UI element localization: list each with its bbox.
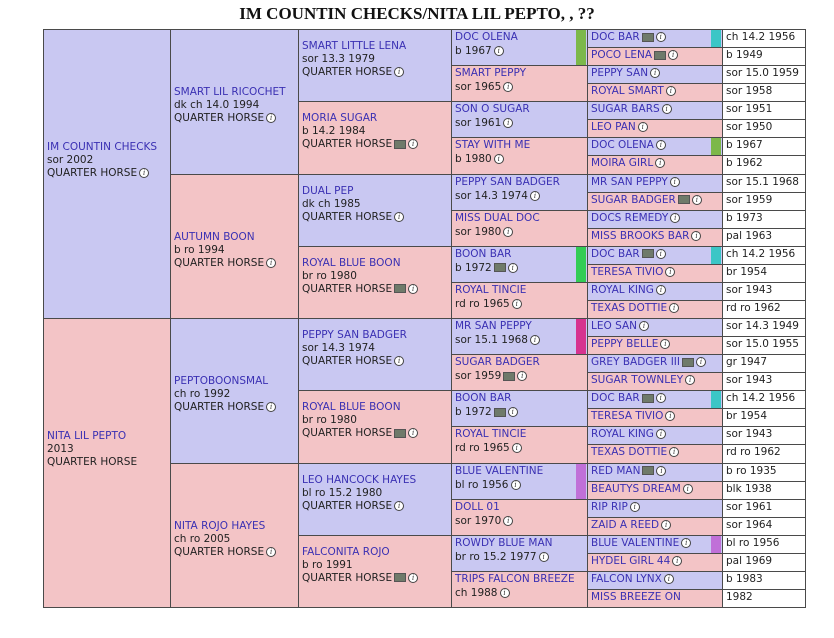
photo-icon[interactable] — [494, 263, 506, 272]
horse-breed: QUARTER HORSE i — [47, 167, 167, 180]
photo-icon[interactable] — [642, 466, 654, 475]
gen5-cell[interactable] — [587, 47, 723, 66]
gen5-info: b 1983 — [722, 571, 806, 590]
info-icon[interactable]: i — [656, 32, 666, 42]
gen5-cell[interactable] — [587, 426, 723, 445]
photo-icon[interactable] — [494, 408, 506, 417]
gen4-cell[interactable] — [451, 463, 588, 500]
horse-details: sor 1970 i — [455, 515, 584, 528]
horse-breed: QUARTER HORSE i — [174, 112, 295, 125]
gen5-cell[interactable] — [587, 553, 723, 572]
horse-name[interactable]: PEPPY SAN BADGER — [302, 329, 407, 341]
gen4-cell[interactable] — [451, 282, 588, 319]
horse-name[interactable]: LEO HANCOCK HAYES — [302, 473, 417, 486]
gen5-cell[interactable] — [587, 65, 723, 84]
horse-name[interactable]: MISS BROOKS BAR i — [591, 229, 719, 244]
info-icon[interactable]: i — [656, 393, 666, 403]
gen5-info: sor 1943 — [722, 426, 806, 445]
gen3-cell[interactable] — [298, 390, 452, 463]
horse-details: rd ro 1965 i — [455, 442, 584, 455]
horse-name[interactable]: FALCON LYNX i — [591, 572, 719, 587]
gen4-cell[interactable] — [451, 174, 588, 211]
gen5-cell[interactable] — [587, 481, 723, 500]
horse-details: dk ch 14.0 1994 — [174, 99, 260, 112]
horse-name[interactable]: TEXAS DOTTIE i — [591, 301, 719, 316]
horse-name[interactable]: LEO PAN i — [591, 120, 719, 135]
gen5-info: b 1973 — [722, 210, 806, 229]
horse-name[interactable]: BOON BAR — [455, 392, 512, 405]
horse-name[interactable]: ROYAL SMART i — [591, 84, 719, 99]
horse-name[interactable]: BEAUTYS DREAM i — [591, 482, 719, 497]
horse-name[interactable]: SUGAR BADGER i — [591, 193, 719, 208]
gen5-cell[interactable] — [587, 336, 723, 355]
gen5-cell[interactable] — [587, 246, 723, 265]
gen5-info: pal 1969 — [722, 553, 806, 572]
horse-details: 2013 — [47, 442, 74, 455]
horse-name[interactable]: DOC OLENA — [455, 31, 518, 43]
info-icon[interactable]: i — [394, 501, 404, 511]
info-icon[interactable]: i — [408, 428, 418, 438]
gen5-cell[interactable] — [587, 282, 723, 301]
horse-name[interactable]: BLUE VALENTINE — [455, 464, 544, 477]
info-icon[interactable]: i — [664, 574, 674, 584]
horse-name[interactable]: RIP RIP i — [591, 500, 719, 515]
gen4-cell[interactable] — [451, 29, 588, 66]
info-icon[interactable]: i — [512, 299, 522, 309]
horse-details: b ro 1991 — [302, 558, 353, 571]
horse-name[interactable]: RED MAN i — [591, 464, 719, 479]
gen4-cell[interactable] — [451, 499, 588, 536]
gen5-cell[interactable] — [587, 589, 723, 608]
horse-name[interactable]: BOON BAR — [455, 247, 512, 260]
gen4-cell[interactable] — [451, 390, 588, 427]
horse-details: rd ro 1965 i — [455, 298, 584, 311]
photo-icon[interactable] — [503, 372, 515, 381]
gen5-info: sor 15.0 1959 — [722, 65, 806, 84]
info-icon[interactable]: i — [530, 335, 540, 345]
info-icon[interactable]: i — [683, 484, 693, 494]
horse-name[interactable]: LEO SAN i — [591, 319, 719, 334]
horse-name[interactable]: ZAID A REED i — [591, 518, 719, 533]
horse-details: b 1972 i — [455, 406, 584, 419]
horse-name[interactable]: PEPPY BELLE i — [591, 337, 719, 352]
gen5-info: sor 15.0 1955 — [722, 336, 806, 355]
horse-name[interactable]: DOC BAR i — [591, 247, 719, 262]
horse-breed: QUARTER HORSE i — [174, 546, 295, 559]
horse-name[interactable]: ROYAL BLUE BOON — [302, 256, 401, 269]
gen5-cell[interactable] — [587, 535, 723, 554]
horse-details: sor 13.3 1979 — [302, 53, 375, 65]
horse-breed: QUARTER HORSE i — [302, 66, 448, 79]
info-icon[interactable]: i — [656, 429, 666, 439]
inbreeding-marker — [711, 247, 721, 264]
photo-icon[interactable] — [642, 249, 654, 258]
horse-details: sor 14.3 1974 — [302, 342, 375, 354]
gen4-cell[interactable] — [451, 318, 588, 355]
gen4-cell[interactable] — [451, 101, 588, 138]
horse-name[interactable]: MR SAN PEPPY i — [591, 175, 719, 190]
info-icon[interactable]: i — [655, 158, 665, 168]
info-icon[interactable]: i — [494, 46, 504, 56]
gen5-cell[interactable] — [587, 192, 723, 211]
info-icon[interactable]: i — [691, 231, 701, 241]
info-icon[interactable]: i — [500, 588, 510, 598]
gen4-cell[interactable] — [451, 354, 588, 391]
info-icon[interactable]: i — [503, 227, 513, 237]
horse-name[interactable]: POCO LENA i — [591, 48, 719, 63]
horse-breed: QUARTER HORSE i — [302, 500, 448, 513]
horse-name[interactable]: TERESA TIVIO i — [591, 409, 719, 424]
photo-icon[interactable] — [394, 573, 406, 582]
gen1-cell[interactable] — [43, 29, 171, 319]
info-icon[interactable]: i — [517, 371, 527, 381]
horse-details: sor 1961 i — [455, 117, 584, 130]
info-icon[interactable]: i — [656, 285, 666, 295]
photo-icon[interactable] — [682, 358, 694, 367]
info-icon[interactable]: i — [656, 466, 666, 476]
gen5-info: b 1962 — [722, 155, 806, 174]
horse-name[interactable]: TEXAS DOTTIE i — [591, 445, 719, 460]
gen3-cell[interactable] — [298, 29, 452, 102]
horse-name[interactable]: MORIA SUGAR — [302, 112, 378, 125]
gen5-info: br 1954 — [722, 264, 806, 283]
photo-icon[interactable] — [394, 429, 406, 438]
info-icon[interactable]: i — [656, 140, 666, 150]
gen3-cell[interactable] — [298, 318, 452, 391]
info-icon[interactable]: i — [266, 258, 276, 268]
photo-icon[interactable] — [642, 33, 654, 42]
horse-name[interactable]: HYDEL GIRL 44 i — [591, 554, 719, 569]
horse-name[interactable]: MOIRA GIRL i — [591, 156, 719, 171]
gen3-cell[interactable] — [298, 246, 452, 319]
gen4-cell[interactable] — [451, 246, 588, 283]
horse-name[interactable]: AUTUMN BOON — [174, 230, 255, 243]
info-icon[interactable]: i — [696, 357, 706, 367]
gen5-cell[interactable] — [587, 137, 723, 156]
horse-details: sor 14.3 1974 i — [455, 190, 584, 203]
gen5-info: sor 1943 — [722, 282, 806, 301]
gen5-cell[interactable] — [587, 517, 723, 536]
gen4-cell[interactable] — [451, 137, 588, 174]
gen5-cell[interactable] — [587, 155, 723, 174]
gen5-info: ch 14.2 1956 — [722, 246, 806, 265]
horse-details: sor 2002 — [47, 153, 94, 166]
gen5-cell[interactable] — [587, 174, 723, 193]
info-icon[interactable]: i — [670, 213, 680, 223]
horse-name[interactable]: DOC BAR i — [591, 391, 719, 406]
horse-name[interactable]: DOCS REMEDY i — [591, 211, 719, 226]
gen3-cell[interactable] — [298, 101, 452, 174]
horse-details: br ro 15.2 1977 i — [455, 551, 584, 564]
gen4-cell[interactable] — [451, 426, 588, 463]
horse-name[interactable]: NITA ROJO HAYES — [174, 519, 266, 532]
info-icon[interactable]: i — [685, 375, 695, 385]
gen5-cell[interactable] — [587, 318, 723, 337]
info-icon[interactable]: i — [660, 339, 670, 349]
horse-name[interactable]: SON O SUGAR — [455, 103, 530, 116]
info-icon[interactable]: i — [511, 480, 521, 490]
horse-details: br ro 1980 — [302, 269, 357, 282]
info-icon[interactable]: i — [692, 195, 702, 205]
horse-details: sor 1959 i — [455, 370, 584, 383]
gen5-info: sor 1958 — [722, 83, 806, 102]
page-title: IM COUNTIN CHECKS/NITA LIL PEPTO, , ?? — [239, 4, 595, 23]
horse-breed: QUARTER HORSE i — [302, 427, 448, 440]
gen5-info: sor 1959 — [722, 192, 806, 211]
horse-name[interactable]: PEPPY SAN BADGER — [455, 175, 560, 188]
info-icon[interactable]: i — [661, 520, 671, 530]
gen1-cell[interactable] — [43, 318, 171, 608]
info-icon[interactable]: i — [494, 154, 504, 164]
gen4-cell[interactable] — [451, 65, 588, 102]
inbreeding-marker — [711, 30, 721, 47]
info-icon[interactable]: i — [656, 249, 666, 259]
gen4-cell[interactable] — [451, 571, 588, 608]
gen5-cell[interactable] — [587, 228, 723, 247]
gen5-info: b 1967 — [722, 137, 806, 156]
horse-details: b 1967 i — [455, 45, 584, 58]
horse-breed: QUARTER HORSE i — [302, 355, 448, 368]
horse-details: dk ch 1985 — [302, 197, 361, 210]
gen5-info: sor 14.3 1949 — [722, 318, 806, 337]
horse-name[interactable]: STAY WITH ME — [455, 139, 531, 152]
gen4-cell[interactable] — [451, 535, 588, 572]
horse-breed: QUARTER HORSE i — [302, 211, 448, 224]
horse-breed: QUARTER HORSE — [47, 455, 138, 468]
gen5-info: ch 14.2 1956 — [722, 29, 806, 48]
info-icon[interactable]: i — [508, 407, 518, 417]
gen5-cell[interactable] — [587, 408, 723, 427]
info-icon[interactable]: i — [668, 50, 678, 60]
horse-details: br ro 1980 — [302, 414, 357, 427]
gen5-cell[interactable] — [587, 83, 723, 102]
gen5-cell[interactable] — [587, 499, 723, 518]
info-icon[interactable]: i — [630, 502, 640, 512]
horse-name[interactable]: SUGAR BADGER — [455, 356, 540, 369]
horse-name[interactable]: SUGAR BARS i — [591, 102, 719, 117]
horse-details: sor 1980 i — [455, 226, 584, 239]
horse-name[interactable]: ROYAL BLUE BOON — [302, 401, 401, 414]
info-icon[interactable]: i — [503, 118, 513, 128]
inbreeding-marker — [711, 536, 721, 553]
photo-icon[interactable] — [678, 195, 690, 204]
horse-name[interactable]: IM COUNTIN CHECKS — [47, 140, 158, 153]
horse-name[interactable]: SMART PEPPY — [455, 67, 527, 80]
gen5-info: rd ro 1962 — [722, 300, 806, 319]
horse-name[interactable]: ROYAL TINCIE — [455, 283, 527, 296]
gen5-info: b 1949 — [722, 47, 806, 66]
gen5-cell[interactable] — [587, 444, 723, 463]
horse-name[interactable]: GREY BADGER III i — [591, 355, 719, 370]
inbreeding-marker — [711, 138, 721, 155]
info-icon[interactable]: i — [681, 538, 691, 548]
horse-details: sor 1965 i — [455, 81, 584, 94]
horse-name[interactable]: TRIPS FALCON BREEZE — [455, 572, 575, 585]
photo-icon[interactable] — [394, 284, 406, 293]
horse-breed: QUARTER HORSE i — [302, 572, 448, 585]
gen5-info: sor 1950 — [722, 119, 806, 138]
horse-name[interactable]: MISS DUAL DOC — [455, 211, 540, 224]
horse-name[interactable]: PEPPY SAN i — [591, 66, 719, 81]
gen5-info: sor 1951 — [722, 101, 806, 120]
horse-breed: QUARTER HORSE i — [302, 138, 448, 151]
horse-details: b 14.2 1984 — [302, 125, 366, 138]
info-icon[interactable]: i — [408, 139, 418, 149]
gen5-info: gr 1947 — [722, 354, 806, 373]
photo-icon[interactable] — [654, 51, 666, 60]
gen5-info: sor 15.1 1968 — [722, 174, 806, 193]
info-icon[interactable]: i — [670, 177, 680, 187]
photo-icon[interactable] — [642, 394, 654, 403]
gen5-cell[interactable] — [587, 101, 723, 120]
horse-details: bl ro 1956 i — [455, 479, 584, 492]
horse-details: ch ro 2005 — [174, 532, 231, 545]
horse-name[interactable]: SMART LITTLE LENA — [302, 40, 407, 52]
info-icon[interactable]: i — [394, 67, 404, 77]
info-icon[interactable]: i — [266, 547, 276, 557]
gen2-cell[interactable] — [170, 318, 299, 464]
horse-name[interactable]: NITA LIL PEPTO — [47, 429, 127, 442]
horse-details: b ro 1994 — [174, 243, 225, 256]
gen5-cell[interactable] — [587, 29, 723, 48]
info-icon[interactable]: i — [503, 516, 513, 526]
horse-breed: QUARTER HORSE i — [174, 401, 295, 414]
info-icon[interactable]: i — [666, 86, 676, 96]
gen5-info: b ro 1935 — [722, 463, 806, 482]
horse-details: ch ro 1992 — [174, 388, 231, 401]
info-icon[interactable]: i — [530, 191, 540, 201]
info-icon[interactable]: i — [394, 356, 404, 366]
horse-name[interactable]: MR SAN PEPPY — [455, 320, 532, 332]
gen5-info: sor 1961 — [722, 499, 806, 518]
horse-breed: QUARTER HORSE i — [302, 283, 448, 296]
gen5-info: br 1954 — [722, 408, 806, 427]
gen3-cell[interactable] — [298, 463, 452, 536]
gen5-cell[interactable] — [587, 571, 723, 590]
horse-name[interactable]: ROYAL KING i — [591, 427, 719, 442]
gen3-cell[interactable] — [298, 174, 452, 247]
horse-name[interactable]: ROYAL TINCIE — [455, 428, 527, 441]
horse-name[interactable]: MISS BREEZE ON — [591, 590, 681, 603]
horse-name[interactable]: SUGAR TOWNLEY i — [591, 373, 719, 388]
info-icon[interactable]: i — [662, 104, 672, 114]
info-icon[interactable]: i — [539, 552, 549, 562]
horse-name[interactable]: PEPTOBOONSMAL — [174, 375, 269, 388]
info-icon[interactable]: i — [665, 411, 675, 421]
gen5-cell[interactable] — [587, 354, 723, 373]
horse-details: b 1972 i — [455, 262, 584, 275]
gen5-info: blk 1938 — [722, 481, 806, 500]
info-icon[interactable]: i — [512, 443, 522, 453]
horse-details: ch 1988 i — [455, 587, 584, 600]
info-icon[interactable]: i — [639, 321, 649, 331]
horse-name[interactable]: ROYAL KING i — [591, 283, 719, 298]
gen5-info: rd ro 1962 — [722, 444, 806, 463]
info-icon[interactable]: i — [508, 263, 518, 273]
photo-icon[interactable] — [394, 140, 406, 149]
horse-breed: QUARTER HORSE i — [174, 257, 295, 270]
gen5-cell[interactable] — [587, 210, 723, 229]
info-icon[interactable]: i — [669, 447, 679, 457]
gen5-cell[interactable] — [587, 372, 723, 391]
gen5-cell[interactable] — [587, 264, 723, 283]
info-icon[interactable]: i — [266, 113, 276, 123]
gen5-info: sor 1964 — [722, 517, 806, 536]
gen5-cell[interactable] — [587, 300, 723, 319]
horse-details: sor 15.1 1968 i — [455, 334, 584, 347]
horse-name[interactable]: FALCONITA ROJO — [302, 545, 390, 558]
horse-name[interactable]: DUAL PEP — [302, 184, 354, 197]
info-icon[interactable]: i — [139, 168, 149, 178]
info-icon[interactable]: i — [408, 284, 418, 294]
info-icon[interactable]: i — [266, 402, 276, 412]
gen5-info: 1982 — [722, 589, 806, 608]
gen5-cell[interactable] — [587, 390, 723, 409]
gen3-cell[interactable] — [298, 535, 452, 608]
horse-name[interactable]: ROWDY BLUE MAN — [455, 536, 553, 549]
horse-name[interactable]: DOC OLENA i — [591, 138, 719, 153]
info-icon[interactable]: i — [665, 267, 675, 277]
gen5-info: ch 14.2 1956 — [722, 390, 806, 409]
horse-name[interactable]: DOLL 01 — [455, 500, 500, 513]
info-icon[interactable]: i — [503, 82, 513, 92]
gen2-cell[interactable] — [170, 29, 299, 175]
gen5-info: pal 1963 — [722, 228, 806, 247]
info-icon[interactable]: i — [394, 212, 404, 222]
info-icon[interactable]: i — [408, 573, 418, 583]
horse-name[interactable]: TERESA TIVIO i — [591, 265, 719, 280]
info-icon[interactable]: i — [638, 122, 648, 132]
horse-name[interactable]: BLUE VALENTINE i — [591, 536, 719, 551]
gen5-cell[interactable] — [587, 463, 723, 482]
gen5-info: bl ro 1956 — [722, 535, 806, 554]
info-icon[interactable]: i — [669, 303, 679, 313]
horse-details: bl ro 15.2 1980 — [302, 486, 383, 499]
info-icon[interactable]: i — [672, 556, 682, 566]
horse-name[interactable]: DOC BAR i — [591, 30, 719, 45]
inbreeding-marker — [711, 391, 721, 408]
gen4-cell[interactable] — [451, 210, 588, 247]
gen5-info: sor 1943 — [722, 372, 806, 391]
info-icon[interactable]: i — [650, 68, 660, 78]
gen2-cell[interactable] — [170, 174, 299, 320]
gen5-cell[interactable] — [587, 119, 723, 138]
gen2-cell[interactable] — [170, 463, 299, 609]
horse-name[interactable]: SMART LIL RICOCHET — [174, 86, 286, 99]
horse-details: b 1980 i — [455, 153, 584, 166]
